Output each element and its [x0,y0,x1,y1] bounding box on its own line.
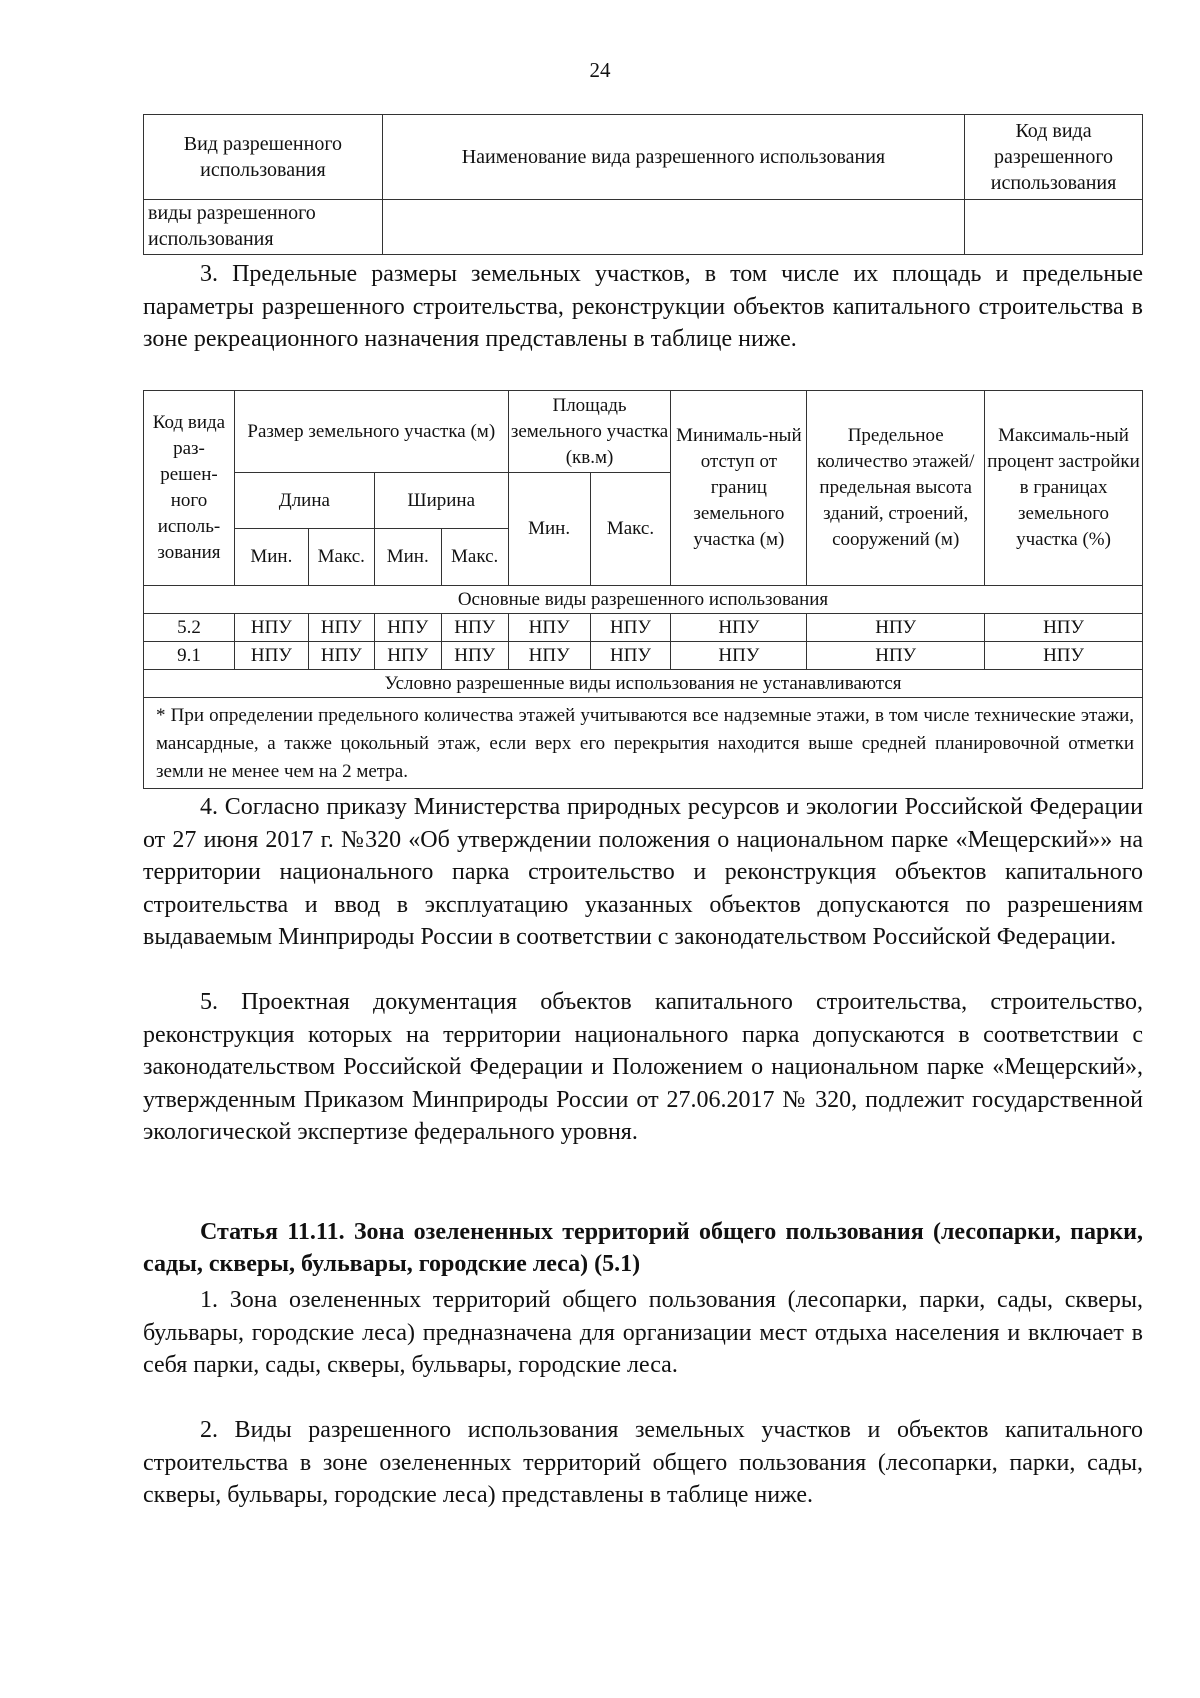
header-width-max: Макс. [441,529,508,586]
table-row [144,614,1143,642]
header-area-min: Мин. [508,473,590,586]
table-cell: НПУ [985,642,1143,670]
table-cell: НПУ [308,642,374,670]
table-header-row [144,115,1143,200]
header-plot-size: Размер земельного участка (м) [234,391,508,473]
article-paragraph-1: 1. Зона озелененных территорий общего пользования (лесопарки, парки, сады, скверы, бульвары, городские леса) предназначена для организации мест отдыха населения и включает в себя парки, сады, скверы, бульвары, городские леса. [143,1287,1143,1378]
table-cell: НПУ [807,642,985,670]
land-parameters-table [143,390,1143,789]
conditional-uses-label: Условно разрешенные виды использования не устанавливаются [144,670,1143,698]
table-cell: 9.1 [144,642,235,670]
header-min-setback: Минималь-ный отступ от границ земельного участка (м) [671,391,807,586]
floors-note: * При определении предельного количества этажей учитываются все надземные этажи, в том числе технические этажи, мансардные, а также цокольный этаж, если верх его перекрытия находится выше средней планировочной отметки земли не менее чем на 2 метра. [144,698,1143,789]
page-number: 24 [589,58,611,82]
header-max-floors: Предельное количество этажей/ предельная высота зданий, строений, сооружений (м) [807,391,985,586]
header-length-max: Макс. [308,529,374,586]
note-row [144,698,1143,789]
section-row [144,670,1143,698]
table-cell: 5.2 [144,614,235,642]
section-5-paragraph: 5. Проектная документация объектов капитального строительства, строительство, реконструкция которых на территории национального парка допускаются в соответствии с законодательством Российской Федерации и Положением о национальном парке «Мещерский», утвержденным Приказом Минприроды России от 27.06.2017 № 320, подлежит государственной экологической экспертизе федерального уровня. [143,989,1143,1145]
section-3-paragraph: 3. Предельные размеры земельных участков, в том числе их площадь и предельные параметры разрешенного строительства, реконструкции объектов капитального строительства в зоне рекреационного назначения представлены в таблице ниже. [143,261,1143,352]
table-cell: виды разрешенного использования [144,200,383,255]
article-heading: Статья 11.11. Зона озелененных территорий общего пользования (лесопарки, парки, сады, скверы, бульвары, городские леса) (5.1) [143,1219,1143,1277]
header-max-coverage: Максималь-ный процент застройки в границах земельного участка (%) [985,391,1143,586]
table-cell: НПУ [374,642,441,670]
permitted-use-table [143,114,1143,255]
table-cell: НПУ [671,642,807,670]
main-uses-label: Основные виды разрешенного использования [144,586,1143,614]
section-row [144,586,1143,614]
table-row [144,642,1143,670]
header-width-min: Мин. [374,529,441,586]
header-area-max: Макс. [590,473,671,586]
table-cell [382,200,964,255]
table-cell: НПУ [308,614,374,642]
table-header-row [144,391,1143,473]
table-cell: НПУ [671,614,807,642]
header-use-type: Вид разрешенного использования [144,115,383,200]
header-width: Ширина [374,473,508,529]
table-cell: НПУ [441,614,508,642]
table-cell: НПУ [590,642,671,670]
header-use-name: Наименование вида разрешенного использования [382,115,964,200]
table-cell [965,200,1143,255]
article-paragraph-2: 2. Виды разрешенного использования земельных участков и объектов капитального строительства в зоне озелененных территорий общего пользования (лесопарки, парки, сады, скверы, бульвары, городские леса) представлены в таблице ниже. [143,1417,1143,1508]
header-length-min: Мин. [234,529,308,586]
table-row [144,200,1143,255]
header-length: Длина [234,473,374,529]
header-use-code: Код вида разрешенного использования [965,115,1143,200]
table-cell: НПУ [374,614,441,642]
table-cell: НПУ [508,642,590,670]
section-4-paragraph: 4. Согласно приказу Министерства природных ресурсов и экологии Российской Федерации от 27 июня 2017 г. №320 «Об утверждении положения о национальном парке «Мещерский»» на территории национального парка строительство и реконструкция объектов капитального строительства и ввод в эксплуатацию указанных объектов допускаются по разрешениям выдаваемым Минприроды России в соответствии с законодательством Российской Федерации. [143,794,1143,950]
table-cell: НПУ [807,614,985,642]
table-cell: НПУ [590,614,671,642]
table-cell: НПУ [441,642,508,670]
header-code: Код вида раз-решен-ного исполь-зования [144,391,235,586]
table-cell: НПУ [508,614,590,642]
table-cell: НПУ [985,614,1143,642]
header-plot-area: Площадь земельного участка (кв.м) [508,391,671,473]
table-cell: НПУ [234,614,308,642]
table-cell: НПУ [234,642,308,670]
